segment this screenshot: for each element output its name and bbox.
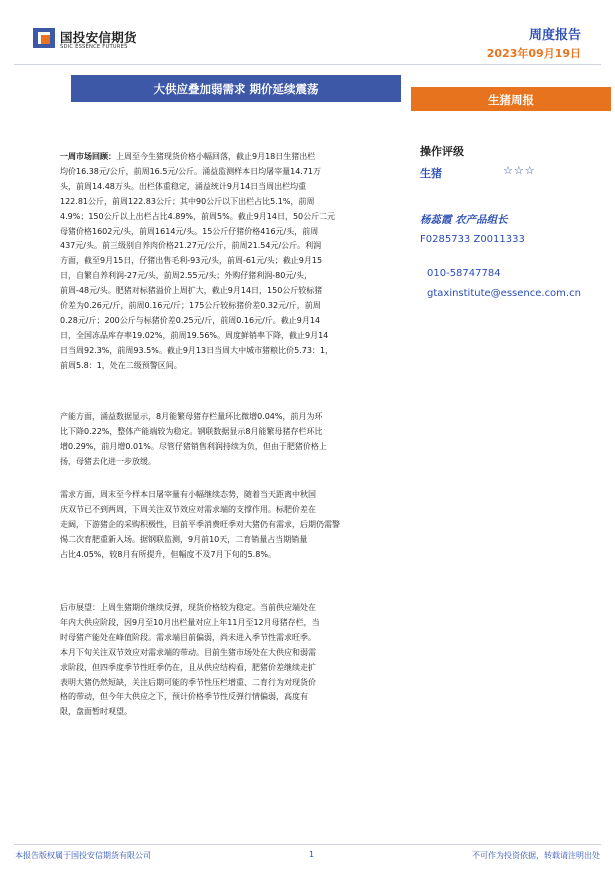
rating-stars-icon: ☆☆☆ xyxy=(503,164,536,177)
company-name-cn: 国投安信期货 xyxy=(60,30,137,45)
outlook-paragraph: 后市展望：上周生猪期价继续反弹，现货价格较为稳定。当前供应端处在 年内大供应阶段，因9月至10月出栏量对应上年11月至12月母猪存栏，当 时母猪产能处在峰值阶段。需求端目前偏弱，尚未进入季节性需求旺季。 本月下旬关注双节效应对需求端的带动。目前生猪市场处在大供应和弱需 求阶段，但四季度季节性旺季仍在，且从供应结构看，肥猪价差继续走扩 表明大猪仍然短缺，关注后期可能的季节性压栏增重、二育行为对现货价 格的带动，但今年大供应之下，预计价格季节性反弹行情偏弱，高度有 限，盘面暂时观望。 xyxy=(60,603,320,717)
market-review-text: 上周至今生猪现货价格小幅回落，截止9月18日生猪出栏 均价16.38元/公斤，前周16.5元/公斤。涌益监测样本日均屠宰量14.71万 头，前周14.48万头。出栏体重稳定，涌益统计9月14日当周出栏均重 122.81公斤，前周122.83公斤；其中90公斤以下出栏占比5.1%，前周 4.9%；150公斤以上出栏占比4.89%，前周5%。截止9月14日，50公斤二元 母猪价格1602元/头，前周1614元/头。15公斤仔猪价格416元/头，前周 437元/头。前三级别自养肉价格21.27元/公斤，前周21.54元/公斤。利润 方面，截至9月15日，仔猪出售毛利-93元/头，前周-61元/头；截止9月15 日，自繁自养利润-27元/头，前周2.55元/头；外购仔猪利润-80元/头， 前周-48元/头。肥猪对标猪溢价上周扩大，截止9月14日，150公斤较标猪 价差为0.26元/斤，前周0.16元/斤；175公斤较标猪价差0.32元/斤，前周 0.28元/斤；200公斤与标猪价差0.25元/斤，前周0.16元/斤。截止9月14 日，全国冻品库存率19.02%，前周19.56%。周度鲜销率下降，截止9月14 日当周92.3%，前周93.5%。截止9月13日当周大中城市猪粮比价5.73：1， 前周5.8：1，处在二级预警区间。 xyxy=(60,152,336,370)
market-review-paragraph xyxy=(60,150,405,374)
analyst-license-ids: F0285733 Z0011333 xyxy=(420,234,525,245)
rating-heading: 操作评级 xyxy=(420,145,464,158)
header-divider xyxy=(14,64,601,65)
capacity-paragraph: 产能方面，涌益数据显示，8月能繁母猪存栏量环比微增0.04%，前月为环 比下降0.22%，整体产能端较为稳定。钢联数据显示8月能繁母猪存栏环比 增0.29%，前月增0.01%。尽管仔猪销售利润持续为负，但由于肥猪价格上 扬，母猪去化进一步放缓。 xyxy=(60,412,327,466)
category-band xyxy=(411,87,611,111)
analyst-name: 杨蕊霞 农产品组长 xyxy=(420,214,508,226)
market-review-lead: 一周市场回顾： xyxy=(60,152,116,161)
analyst-email[interactable]: gtaxinstitute@essence.com.cn xyxy=(427,288,581,299)
page-number: 1 xyxy=(309,850,315,859)
report-type: 周度报告 xyxy=(528,28,581,43)
footer-disclaimer: 不可作为投资依据，转载请注明出处 xyxy=(472,851,600,860)
footer-copyright: 本报告版权属于国投安信期货有限公司 xyxy=(15,851,151,860)
footer-divider xyxy=(14,844,601,845)
company-name-en: SDIC ESSENCE FUTURES xyxy=(60,44,128,50)
company-logo-icon xyxy=(33,28,55,48)
report-title: 大供应叠加弱需求 期价延续震荡 xyxy=(153,82,319,96)
demand-paragraph: 需求方面，周末至今样本日屠宰量有小幅继续态势，随着当天距离中秋国 庆双节已不到两周，下周关注双节效应对需求端的支撑作用。标肥价差在 走阔，下游猪企的采购积极性，目前平季消费旺季对大猪仍有需求，后期仍需警 惕二次育肥重新入场。据钢联监测，9月前10天，二育销量占当期销量 占比4.05%，较8月有所提升，但幅度不及7月下旬的5.8%。 xyxy=(60,490,340,559)
report-category: 生猪周报 xyxy=(488,93,534,107)
analyst-phone: 010-58747784 xyxy=(427,268,501,279)
report-date: 2023年09月19日 xyxy=(486,47,581,60)
report-title-band xyxy=(71,75,401,102)
rating-item: 生猪 xyxy=(420,167,442,180)
